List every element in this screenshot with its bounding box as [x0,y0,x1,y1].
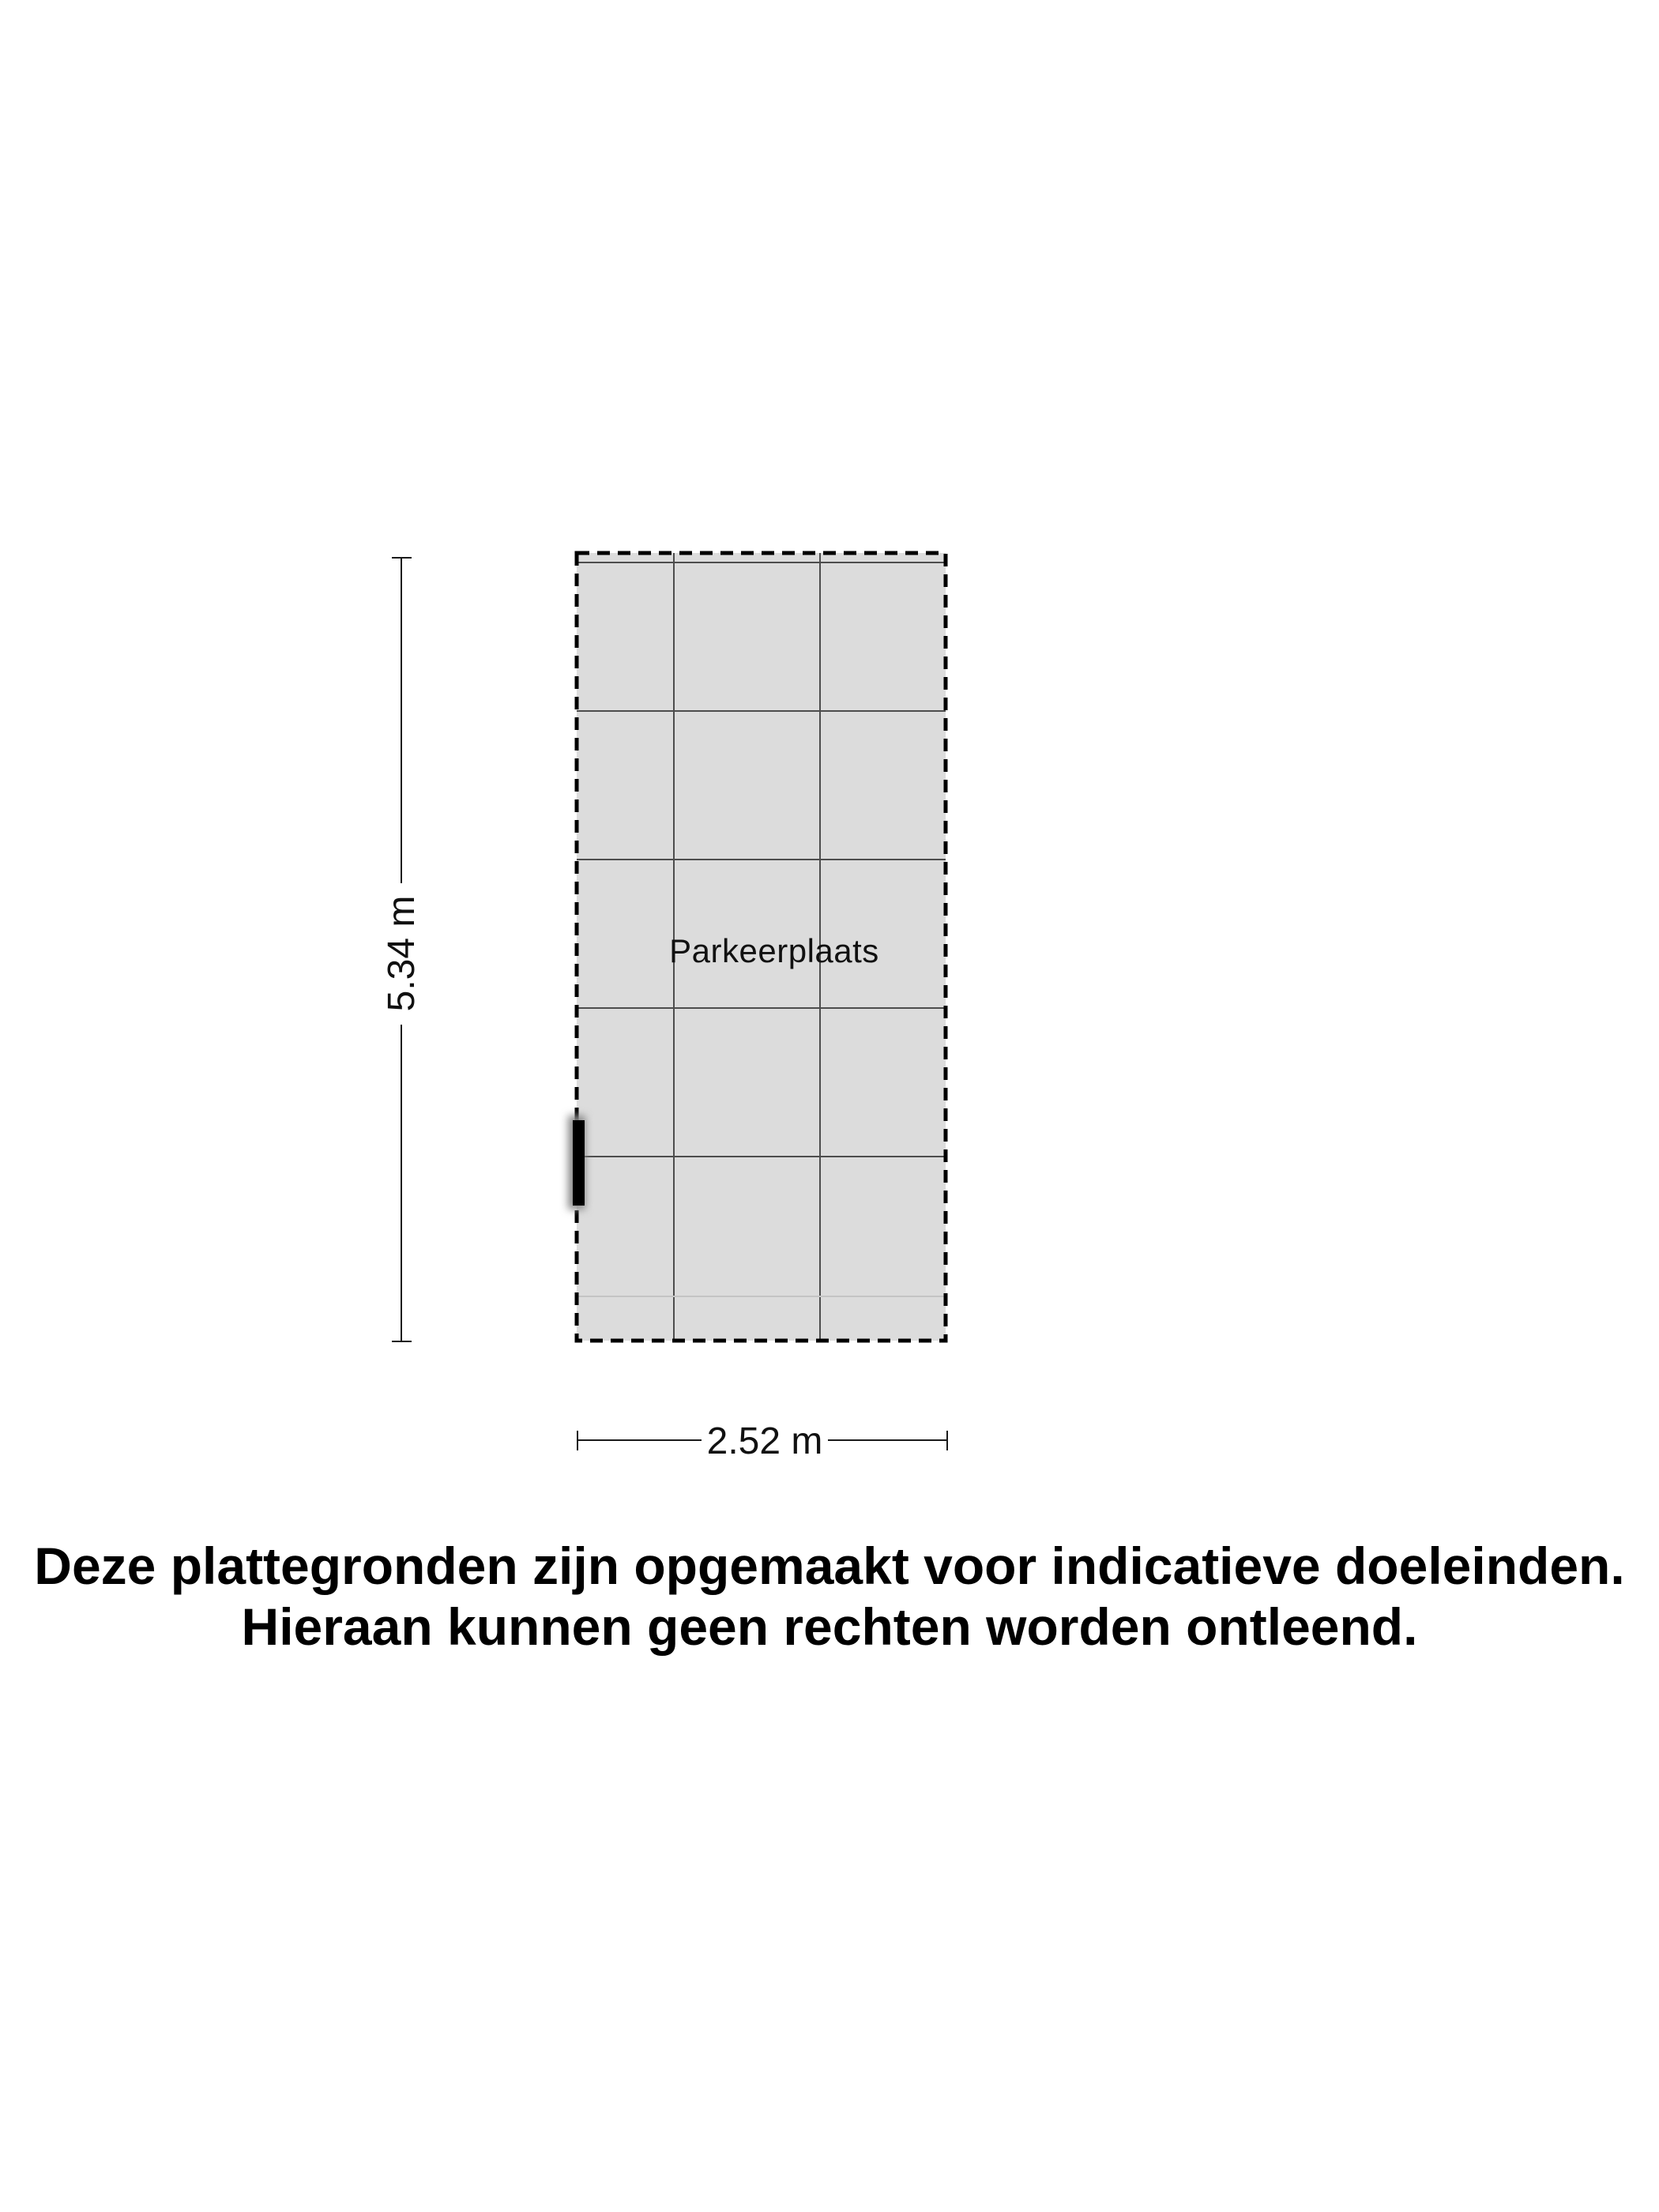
width-dimension-label: 2.52 m [706,1420,823,1462]
disclaimer-line-1: Deze plattegronden zijn opgemaakt voor indicatieve doeleinden. [34,1537,1625,1595]
room-label: Parkeerplaats [669,932,879,969]
wall-post [568,1115,585,1209]
disclaimer-line-2: Hieraan kunnen geen rechten worden ontleend. [241,1597,1418,1656]
height-dimension-label: 5.34 m [381,895,423,1012]
wall-post-bar [573,1120,585,1206]
